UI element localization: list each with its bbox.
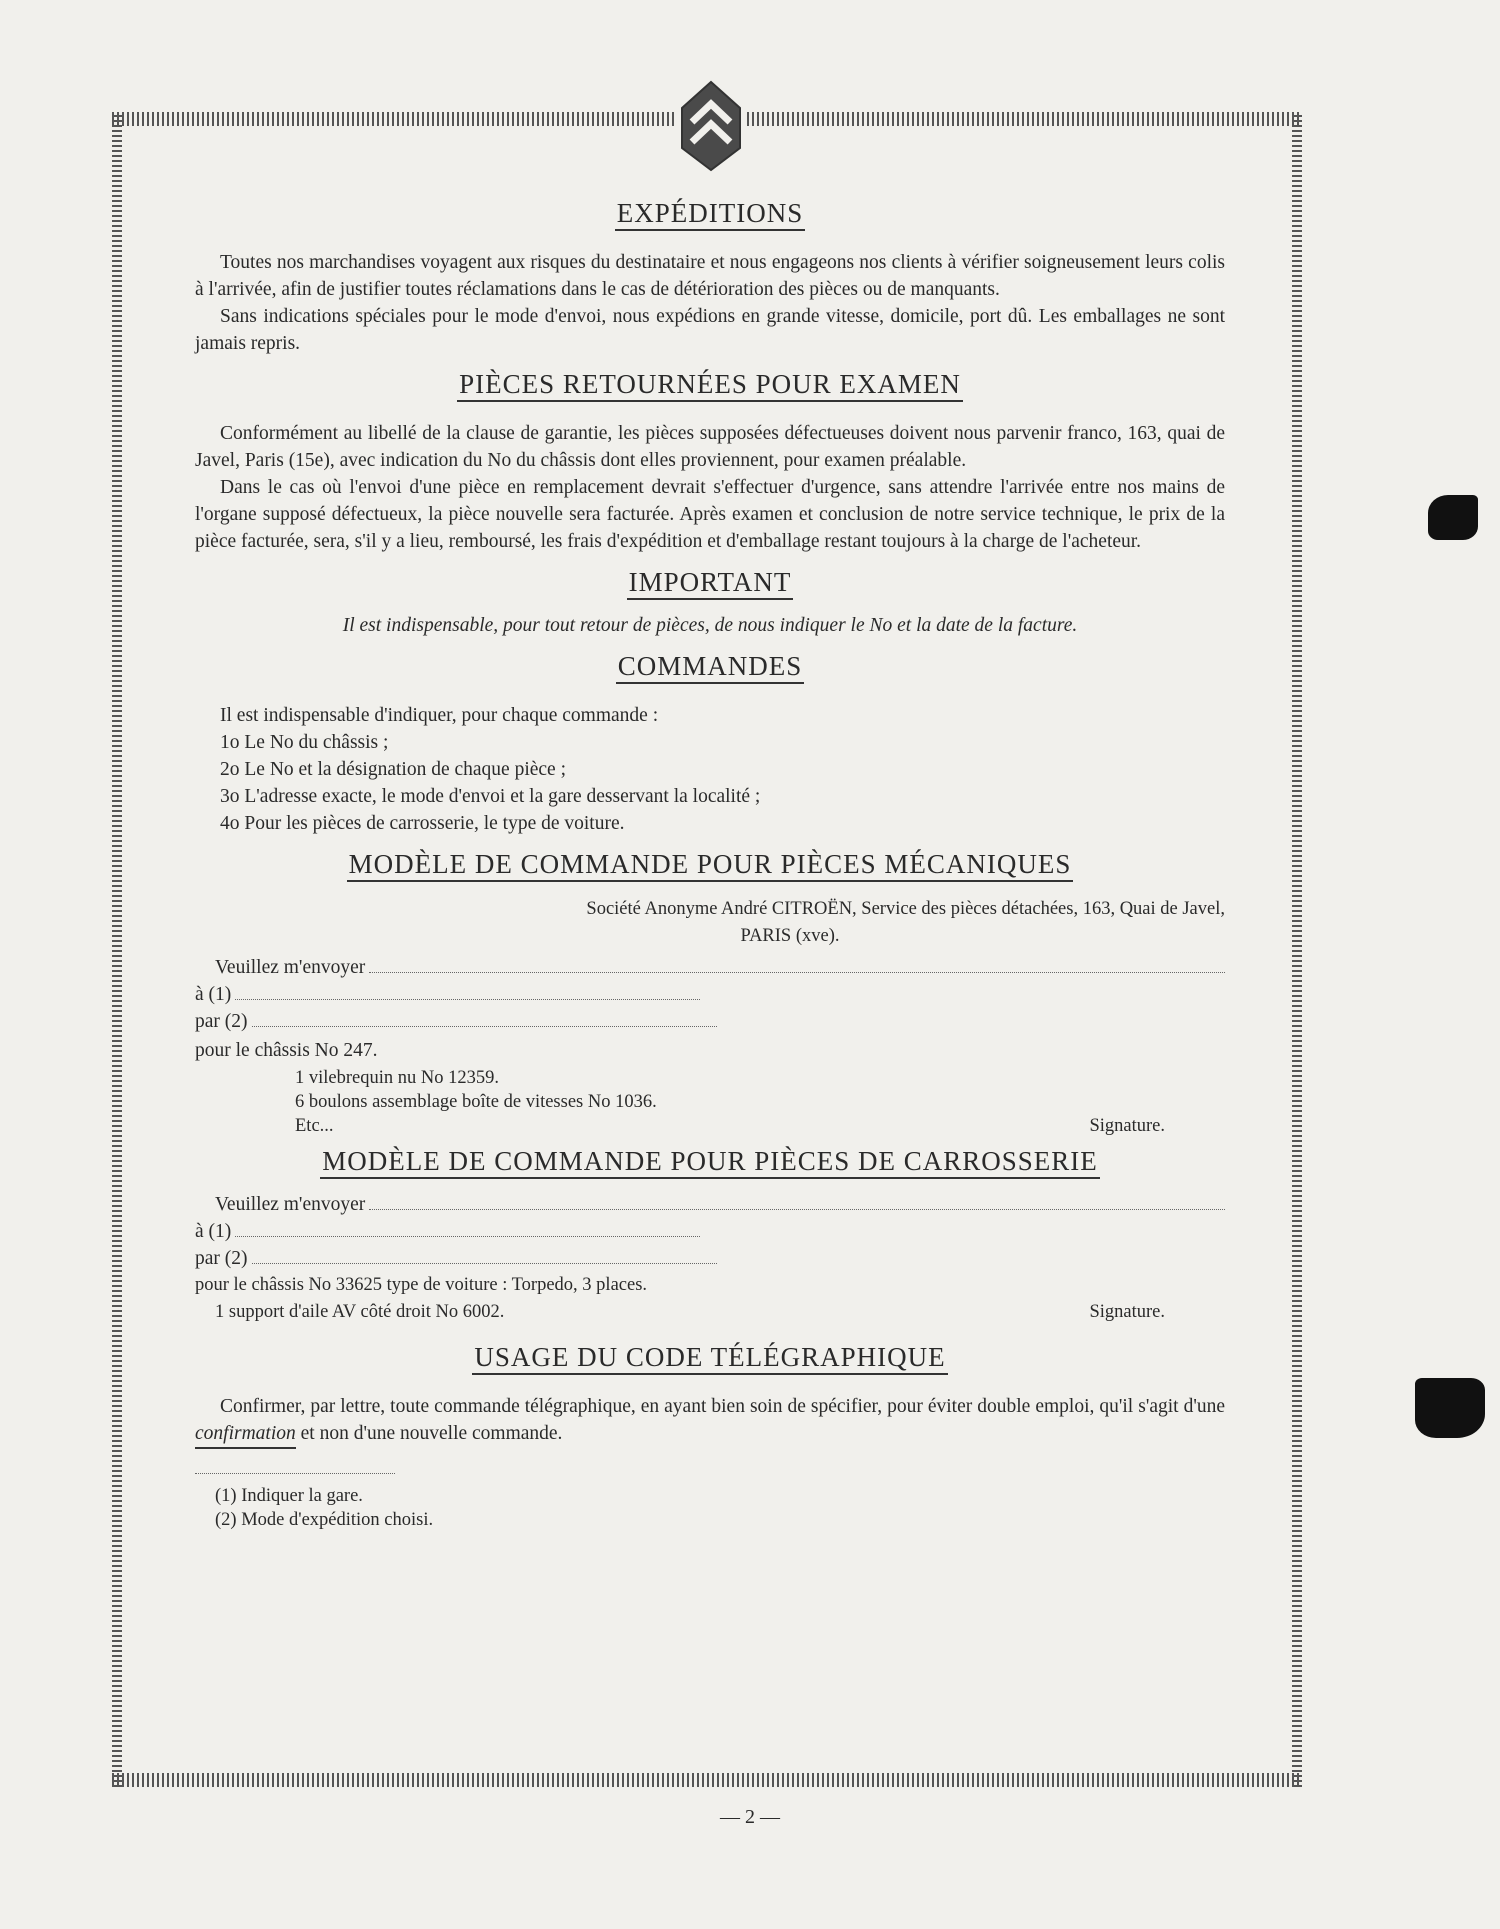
main-content [195,196,1225,1532]
form-line-par: par (2) [195,1008,1225,1035]
expeditions-paragraph-1: Toutes nos marchandises voyagent aux risques du destinataire et nous engageons nos clients à vérifier soigneusement leurs colis à l'arrivée, afin de justifier toutes réclamations dans le cas de détérioration des pièces ou de manquants. [195,252,1225,300]
code-telegraphique-paragraph: Confirmer, par lettre, toute commande télégraphique, en ayant bien soin de spécifier, pour éviter double emploi, qu'il s'agit d'une confirmation et non d'une nouvelle commande. [195,1393,1225,1447]
commandes-list-item: 4o Pour les pièces de carrosserie, le type de voiture. [220,813,625,834]
margin-stain [1415,1378,1485,1438]
section-title-commandes: COMMANDES [195,653,1225,684]
etc-text: Etc... [295,1116,334,1136]
signature-row [195,1299,1225,1326]
section-title-code-telegraphique: USAGE DU CODE TÉLÉGRAPHIQUE [195,1344,1225,1375]
frame-right-border [1292,112,1302,1787]
footnote: (1) Indiquer la gare. [215,1486,363,1506]
commandes-list-item: 2o Le No et la désignation de chaque pièce ; [220,759,566,780]
form-line-par: par (2) [195,1245,1225,1272]
commandes-list-item: 1o Le No du châssis ; [220,732,389,753]
company-address-line-1: Société Anonyme André CITROËN, Service des pièces détachées, 163, Quai de Javel, [586,899,1225,919]
dotted-fill-line [369,1191,1225,1210]
dotted-fill-line [252,1245,717,1264]
signature-row [295,1114,1225,1138]
order-item: 1 vilebrequin nu No 12359. [295,1068,499,1088]
form-line-veuillez: Veuillez m'envoyer [195,1191,1225,1218]
signature-label: Signature. [1089,1302,1165,1322]
section-title-pieces-retournees: PIÈCES RETOURNÉES POUR EXAMEN [195,371,1225,402]
dotted-fill-line [235,981,700,1000]
important-text: Il est indispensable, pour tout retour de pièces, de nous indiquer le No et la date de la facture. [342,615,1078,636]
signature-label: Signature. [1089,1116,1165,1136]
frame-left-border [112,112,122,1787]
footnote: (2) Mode d'expédition choisi. [215,1510,434,1530]
section-title-important: IMPORTANT [195,569,1225,600]
form-line-a: à (1) [195,981,1225,1008]
order-item: 1 support d'aile AV côté droit No 6002. [215,1302,505,1322]
expeditions-paragraph-2: Sans indications spéciales pour le mode d'envoi, nous expédions en grande vitesse, domicile, port dû. Les emballages ne sont jamais repris. [195,306,1225,354]
dotted-fill-line [235,1218,700,1237]
form-chassis-line: pour le châssis No 247. [195,1040,378,1061]
pieces-retournees-paragraph-1: Conformément au libellé de la clause de garantie, les pièces supposées défectueuses doivent nous parvenir franco, 163, quai de Javel, Paris (15e), avec indication du No du châssis dont elles proviennent, pour examen préalable. [195,423,1225,471]
form-line-veuillez: Veuillez m'envoyer [195,954,1225,981]
company-address-line-2: PARIS (xve). [740,926,840,946]
commandes-list-item: 3o L'adresse exacte, le mode d'envoi et la gare desservant la localité ; [220,786,761,807]
order-item: 6 boulons assemblage boîte de vitesses No 1036. [295,1092,657,1112]
frame-bottom-border [112,1773,1302,1787]
commandes-intro: Il est indispensable d'indiquer, pour chaque commande : [220,705,659,726]
section-title-modele-mecaniques: MODÈLE DE COMMANDE POUR PIÈCES MÉCANIQUES [195,851,1225,882]
section-title-modele-carrosserie: MODÈLE DE COMMANDE POUR PIÈCES DE CARROSSERIE [195,1148,1225,1179]
dotted-fill-line [369,954,1225,973]
form-line-a: à (1) [195,1218,1225,1245]
form-chassis-line: pour le châssis No 33625 type de voiture : Torpedo, 3 places. [195,1275,648,1295]
confirmation-emphasis: confirmation [195,1423,296,1449]
pieces-retournees-paragraph-2: Dans le cas où l'envoi d'une pièce en remplacement devrait s'effectuer d'urgence, sans attendre l'arrivée entre nos mains de l'organe supposé défectueux, la pièce nouvelle sera facturée. Après examen et conclusion de notre service technique, le prix de la pièce facturée, sera, s'il y a lieu, remboursé, les frais d'expédition et d'emballage restant toujours à la charge de l'acheteur. [195,477,1225,552]
section-title-expeditions: EXPÉDITIONS [195,200,1225,231]
citroen-logo-icon [676,78,746,174]
margin-stain [1428,495,1478,540]
dotted-fill-line [252,1008,717,1027]
page-number: — 2 — [720,1806,780,1828]
